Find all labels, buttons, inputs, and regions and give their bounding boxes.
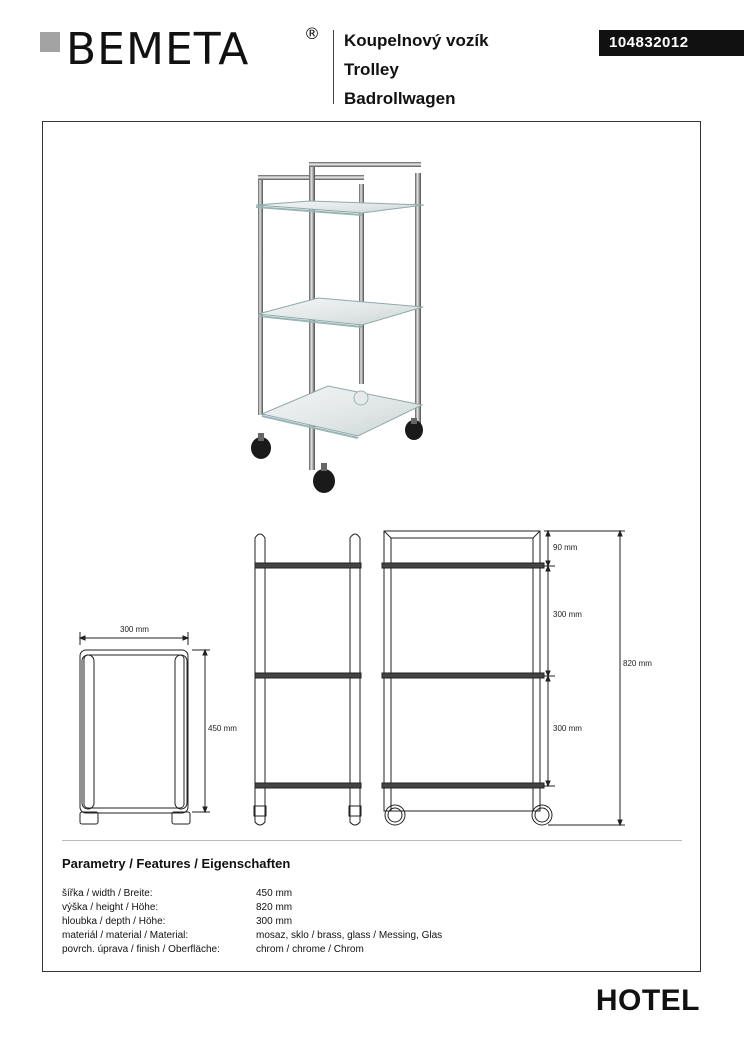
spec-value: 820 mm [256,902,293,913]
spec-value: mosaz, sklo / brass, glass / Messing, Glas [256,930,443,941]
dim-width-label: 300 mm [120,625,149,634]
title-en: Trolley [344,60,399,79]
title-cz: Koupelnový vozík [344,31,489,50]
spec-value: 300 mm [256,916,293,927]
dim-height-label: 450 mm [208,724,237,733]
product-code-badge: 104832012 [599,30,744,56]
spec-value: chrom / chrome / Chrom [256,944,364,955]
spec-label: materiál / material / Material: [62,930,189,941]
dim-top-gap-label: 90 mm [553,543,578,552]
front-view-drawing [254,534,361,825]
spec-row-finish [62,943,522,957]
spec-row-material [62,929,522,943]
features-title: Parametry / Features / Eigenschaften [62,856,291,871]
dim-shelf-gap-2-label: 300 mm [553,724,582,733]
spec-label: povrch. úprava / finish / Oberfläche: [62,944,220,955]
spec-value: 450 mm [256,888,293,899]
dim-shelf-gap-1-label: 300 mm [553,610,582,619]
series-name: HOTEL [595,984,700,1017]
features-divider [62,840,682,841]
side-view-drawing [80,632,210,824]
features-table [62,887,522,957]
spec-row-width [62,887,522,901]
title-de: Badrollwagen [344,89,456,108]
spec-row-height [62,901,522,915]
spec-label: výška / height / Höhe: [62,902,159,913]
registered-mark: ® [304,24,320,43]
spec-label: hloubka / depth / Höhe: [62,916,166,927]
dim-total-height-label: 820 mm [623,659,652,668]
logo-text: BEMETA [66,24,250,75]
spec-label: šířka / width / Breite: [62,888,153,899]
spec-row-depth [62,915,522,929]
trolley-photo [251,162,424,493]
elevation-view-drawing [382,531,625,825]
